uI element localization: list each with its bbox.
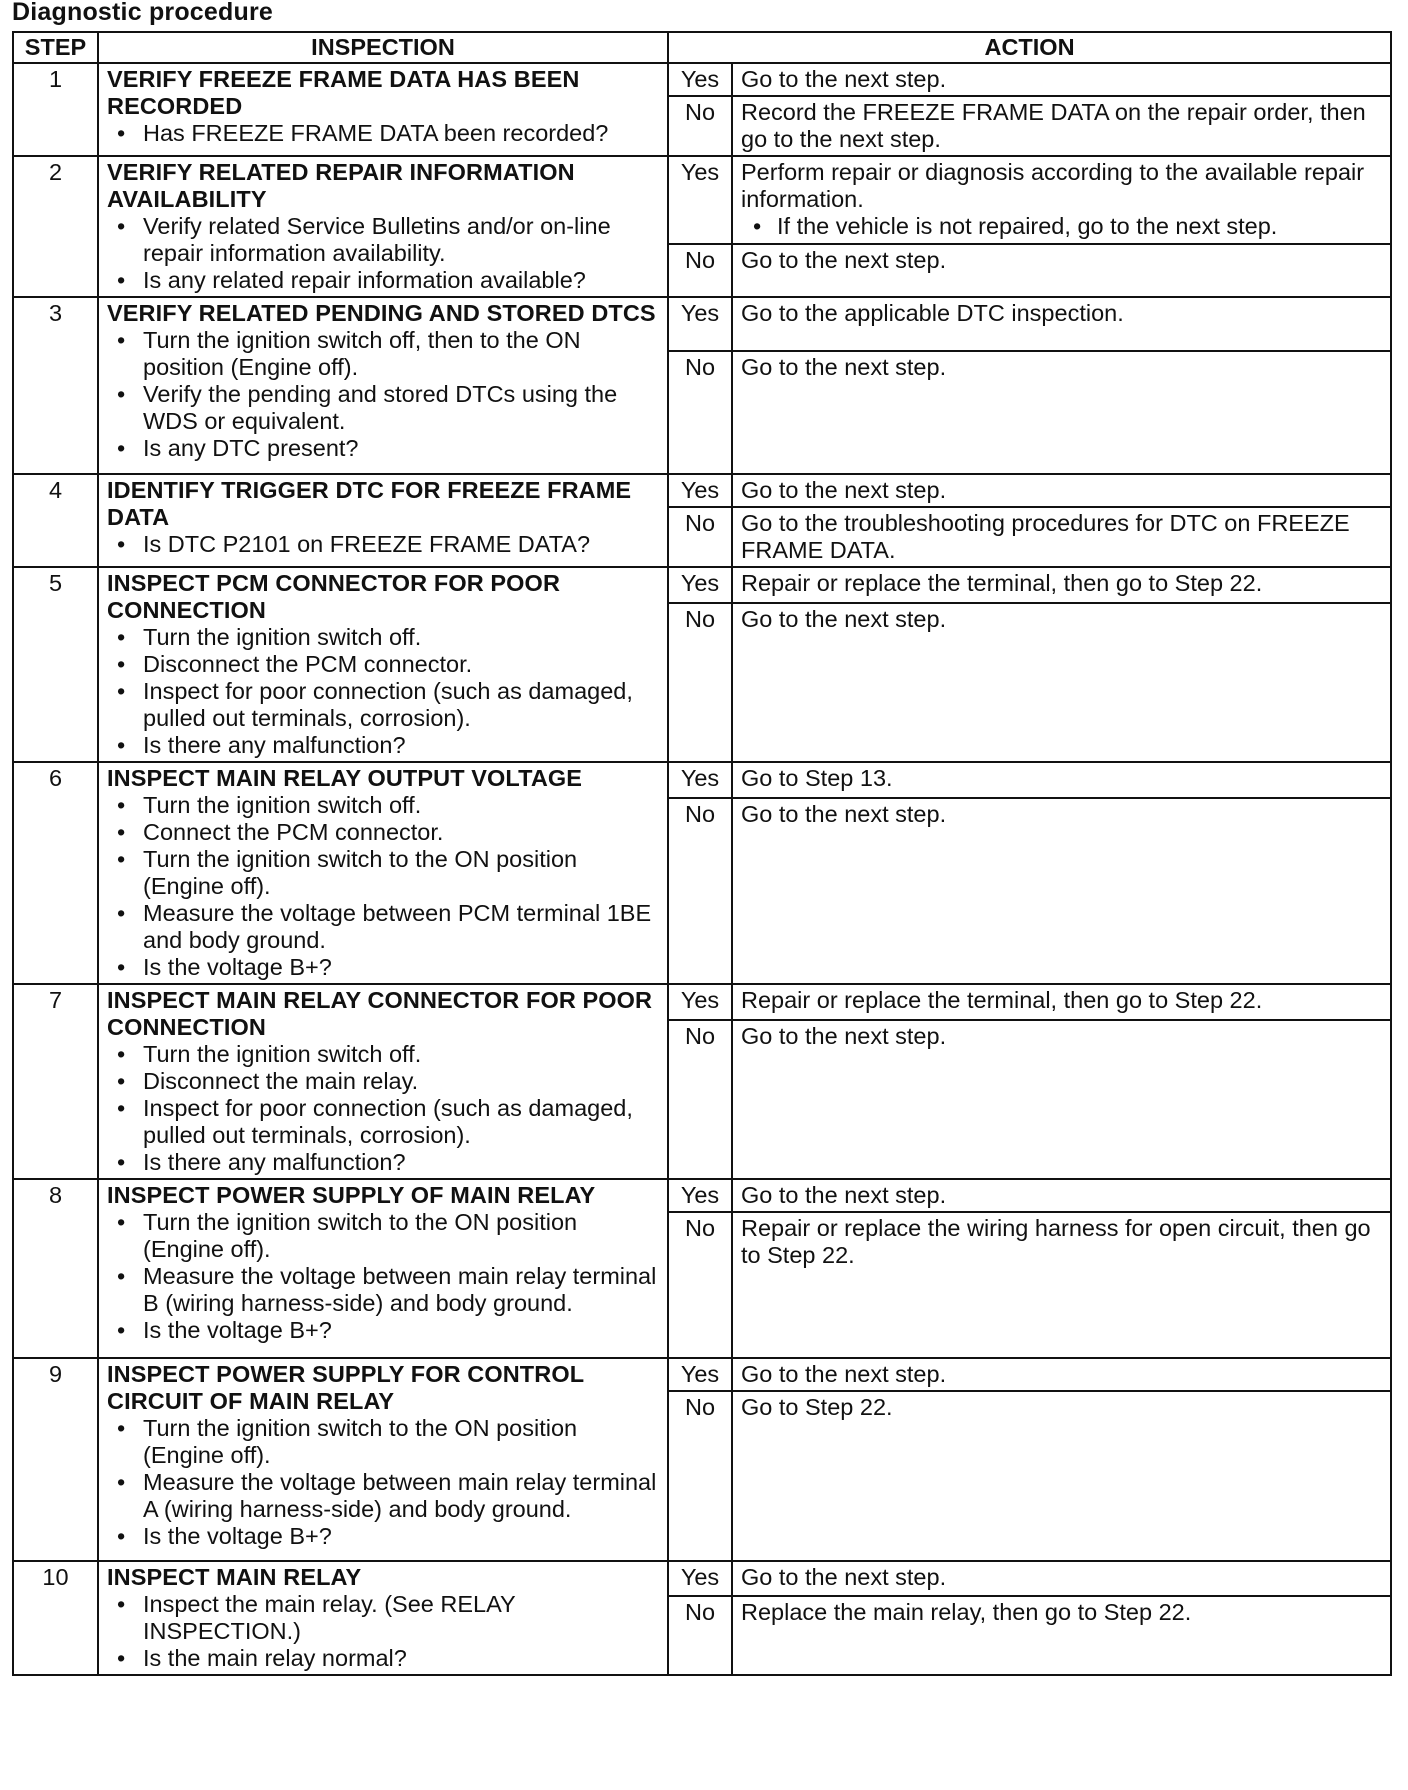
inspection-bullets	[107, 213, 661, 294]
step-number: 7	[13, 984, 98, 1179]
inspection-cell	[98, 63, 668, 156]
yes-label: Yes	[668, 1561, 732, 1596]
yes-action-text: Go to the next step.	[741, 477, 947, 503]
yes-action-text: Go to the applicable DTC inspection.	[741, 300, 1124, 326]
inspection-cell	[98, 1358, 668, 1561]
yes-action	[732, 156, 1391, 244]
no-action: Go to the next step.	[732, 798, 1391, 984]
step-row-8-yes	[13, 1179, 1391, 1212]
inspection-bullets	[107, 1041, 661, 1176]
yes-action	[732, 63, 1391, 96]
yes-action	[732, 297, 1391, 351]
inspection-cell	[98, 567, 668, 762]
inspection-bullets	[107, 531, 661, 558]
inspection-heading: INSPECT MAIN RELAY CONNECTOR FOR POOR CONNECTION	[107, 987, 653, 1040]
no-label: No	[668, 1391, 732, 1561]
inspection-cell	[98, 984, 668, 1179]
no-label: No	[668, 1212, 732, 1358]
header-step: STEP	[13, 32, 98, 63]
inspection-heading: VERIFY RELATED REPAIR INFORMATION AVAILABILITY	[107, 159, 575, 212]
inspection-bullet: • Verify the pending and stored DTCs using the WDS or equivalent.	[143, 381, 661, 435]
step-number: 8	[13, 1179, 98, 1358]
inspection-bullet: • Inspect the main relay. (See RELAY INSPECTION.)	[143, 1591, 661, 1645]
inspection-bullet: • Measure the voltage between main relay terminal A (wiring harness-side) and body ground.	[143, 1469, 661, 1523]
yes-label: Yes	[668, 297, 732, 351]
no-action: Go to the next step.	[732, 1020, 1391, 1179]
inspection-cell	[98, 762, 668, 984]
inspection-bullets	[107, 1415, 661, 1550]
step-row-3-yes	[13, 297, 1391, 351]
no-label: No	[668, 603, 732, 762]
table-header-row	[13, 32, 1391, 63]
inspection-heading: INSPECT POWER SUPPLY FOR CONTROL CIRCUIT OF MAIN RELAY	[107, 1361, 584, 1414]
inspection-bullet: • Is DTC P2101 on FREEZE FRAME DATA?	[143, 531, 661, 558]
diagnostic-table	[12, 31, 1392, 1676]
inspection-bullet: • Turn the ignition switch to the ON position (Engine off).	[143, 846, 661, 900]
inspection-bullets	[107, 624, 661, 759]
inspection-bullet: • Connect the PCM connector.	[143, 819, 661, 846]
step-number: 4	[13, 474, 98, 567]
inspection-bullet: • Is there any malfunction?	[143, 732, 661, 759]
inspection-heading: VERIFY FREEZE FRAME DATA HAS BEEN RECORDED	[107, 66, 580, 119]
inspection-bullet: • Turn the ignition switch to the ON position (Engine off).	[143, 1415, 661, 1469]
inspection-bullet: • Is any DTC present?	[143, 435, 661, 462]
step-row-7-yes	[13, 984, 1391, 1020]
inspection-bullet: • Is any related repair information available?	[143, 267, 661, 294]
inspection-bullet: • Is the voltage B+?	[143, 954, 661, 981]
step-number: 5	[13, 567, 98, 762]
inspection-bullet: • Is the main relay normal?	[143, 1645, 661, 1672]
inspection-bullets	[107, 327, 661, 462]
no-action: Go to the next step.	[732, 244, 1391, 297]
step-row-6-yes	[13, 762, 1391, 798]
step-row-1-yes	[13, 63, 1391, 96]
no-label: No	[668, 96, 732, 156]
inspection-bullets	[107, 792, 661, 981]
yes-label: Yes	[668, 474, 732, 507]
inspection-bullets	[107, 120, 661, 147]
inspection-bullet: • Is the voltage B+?	[143, 1523, 661, 1550]
inspection-heading: INSPECT PCM CONNECTOR FOR POOR CONNECTION	[107, 570, 561, 623]
inspection-bullet: • Has FREEZE FRAME DATA been recorded?	[143, 120, 661, 147]
inspection-heading: IDENTIFY TRIGGER DTC FOR FREEZE FRAME DATA	[107, 477, 632, 530]
step-number: 9	[13, 1358, 98, 1561]
inspection-cell	[98, 297, 668, 474]
inspection-bullet: • Turn the ignition switch to the ON position (Engine off).	[143, 1209, 661, 1263]
yes-action-text: Go to Step 13.	[741, 765, 893, 791]
inspection-bullet: • Disconnect the main relay.	[143, 1068, 661, 1095]
step-number: 2	[13, 156, 98, 297]
inspection-bullets	[107, 1209, 661, 1344]
inspection-heading: VERIFY RELATED PENDING AND STORED DTCS	[107, 300, 656, 326]
no-label: No	[668, 1596, 732, 1675]
inspection-cell	[98, 474, 668, 567]
no-action: Go to Step 22.	[732, 1391, 1391, 1561]
yes-label: Yes	[668, 1358, 732, 1391]
step-row-9-yes	[13, 1358, 1391, 1391]
step-row-10-yes	[13, 1561, 1391, 1596]
no-action: Go to the next step.	[732, 603, 1391, 762]
yes-label: Yes	[668, 156, 732, 244]
yes-action-text: Go to the next step.	[741, 1564, 947, 1590]
yes-action	[732, 474, 1391, 507]
step-row-5-yes	[13, 567, 1391, 603]
step-number: 10	[13, 1561, 98, 1675]
no-action: Repair or replace the wiring harness for open circuit, then go to Step 22.	[732, 1212, 1391, 1358]
no-action: Go to the troubleshooting procedures for DTC on FREEZE FRAME DATA.	[732, 507, 1391, 567]
no-label: No	[668, 798, 732, 984]
yes-action	[732, 762, 1391, 798]
no-action: Record the FREEZE FRAME DATA on the repair order, then go to the next step.	[732, 96, 1391, 156]
inspection-bullet: • Disconnect the PCM connector.	[143, 651, 661, 678]
step-row-2-yes	[13, 156, 1391, 244]
no-label: No	[668, 1020, 732, 1179]
yes-action	[732, 1179, 1391, 1212]
inspection-bullet: • Turn the ignition switch off.	[143, 1041, 661, 1068]
yes-label: Yes	[668, 762, 732, 798]
no-label: No	[668, 244, 732, 297]
inspection-bullet: • Turn the ignition switch off.	[143, 792, 661, 819]
yes-action-text: Repair or replace the terminal, then go to Step 22.	[741, 570, 1263, 596]
yes-action-text: Go to the next step.	[741, 1361, 947, 1387]
yes-action	[732, 1358, 1391, 1391]
inspection-bullet: • Turn the ignition switch off, then to the ON position (Engine off).	[143, 327, 661, 381]
table-body	[13, 63, 1391, 1675]
yes-label: Yes	[668, 63, 732, 96]
inspection-bullet: • Is the voltage B+?	[143, 1317, 661, 1344]
yes-action	[732, 567, 1391, 603]
step-number: 3	[13, 297, 98, 474]
no-action: Go to the next step.	[732, 351, 1391, 474]
yes-label: Yes	[668, 1179, 732, 1212]
no-label: No	[668, 351, 732, 474]
inspection-bullets	[107, 1591, 661, 1672]
header-inspection: INSPECTION	[98, 32, 668, 63]
inspection-bullet: • Turn the ignition switch off.	[143, 624, 661, 651]
inspection-bullet: • Is there any malfunction?	[143, 1149, 661, 1176]
step-row-4-yes	[13, 474, 1391, 507]
inspection-cell	[98, 1561, 668, 1675]
inspection-bullet: • Inspect for poor connection (such as damaged, pulled out terminals, corrosion).	[143, 678, 661, 732]
page-title: Diagnostic procedure	[12, 0, 273, 26]
header-action: ACTION	[668, 32, 1391, 63]
inspection-bullet: • Measure the voltage between PCM terminal 1BE and body ground.	[143, 900, 661, 954]
yes-action-text: Perform repair or diagnosis according to the available repair information.	[741, 159, 1365, 212]
yes-action	[732, 984, 1391, 1020]
yes-action-text: Go to the next step.	[741, 1182, 947, 1208]
yes-action	[732, 1561, 1391, 1596]
inspection-cell	[98, 156, 668, 297]
yes-label: Yes	[668, 567, 732, 603]
no-action: Replace the main relay, then go to Step 22.	[732, 1596, 1391, 1675]
inspection-bullet: • Inspect for poor connection (such as damaged, pulled out terminals, corrosion).	[143, 1095, 661, 1149]
inspection-cell	[98, 1179, 668, 1358]
step-number: 1	[13, 63, 98, 156]
yes-action-text: Repair or replace the terminal, then go to Step 22.	[741, 987, 1263, 1013]
no-label: No	[668, 507, 732, 567]
yes-action-subbullet: • If the vehicle is not repaired, go to the next step.	[741, 213, 1384, 240]
inspection-bullet: • Measure the voltage between main relay terminal B (wiring harness-side) and body ground.	[143, 1263, 661, 1317]
inspection-heading: INSPECT MAIN RELAY OUTPUT VOLTAGE	[107, 765, 583, 791]
inspection-heading: INSPECT MAIN RELAY	[107, 1564, 362, 1590]
yes-action-text: Go to the next step.	[741, 66, 947, 92]
inspection-bullet: • Verify related Service Bulletins and/or on-line repair information availability.	[143, 213, 661, 267]
step-number: 6	[13, 762, 98, 984]
inspection-heading: INSPECT POWER SUPPLY OF MAIN RELAY	[107, 1182, 596, 1208]
yes-label: Yes	[668, 984, 732, 1020]
